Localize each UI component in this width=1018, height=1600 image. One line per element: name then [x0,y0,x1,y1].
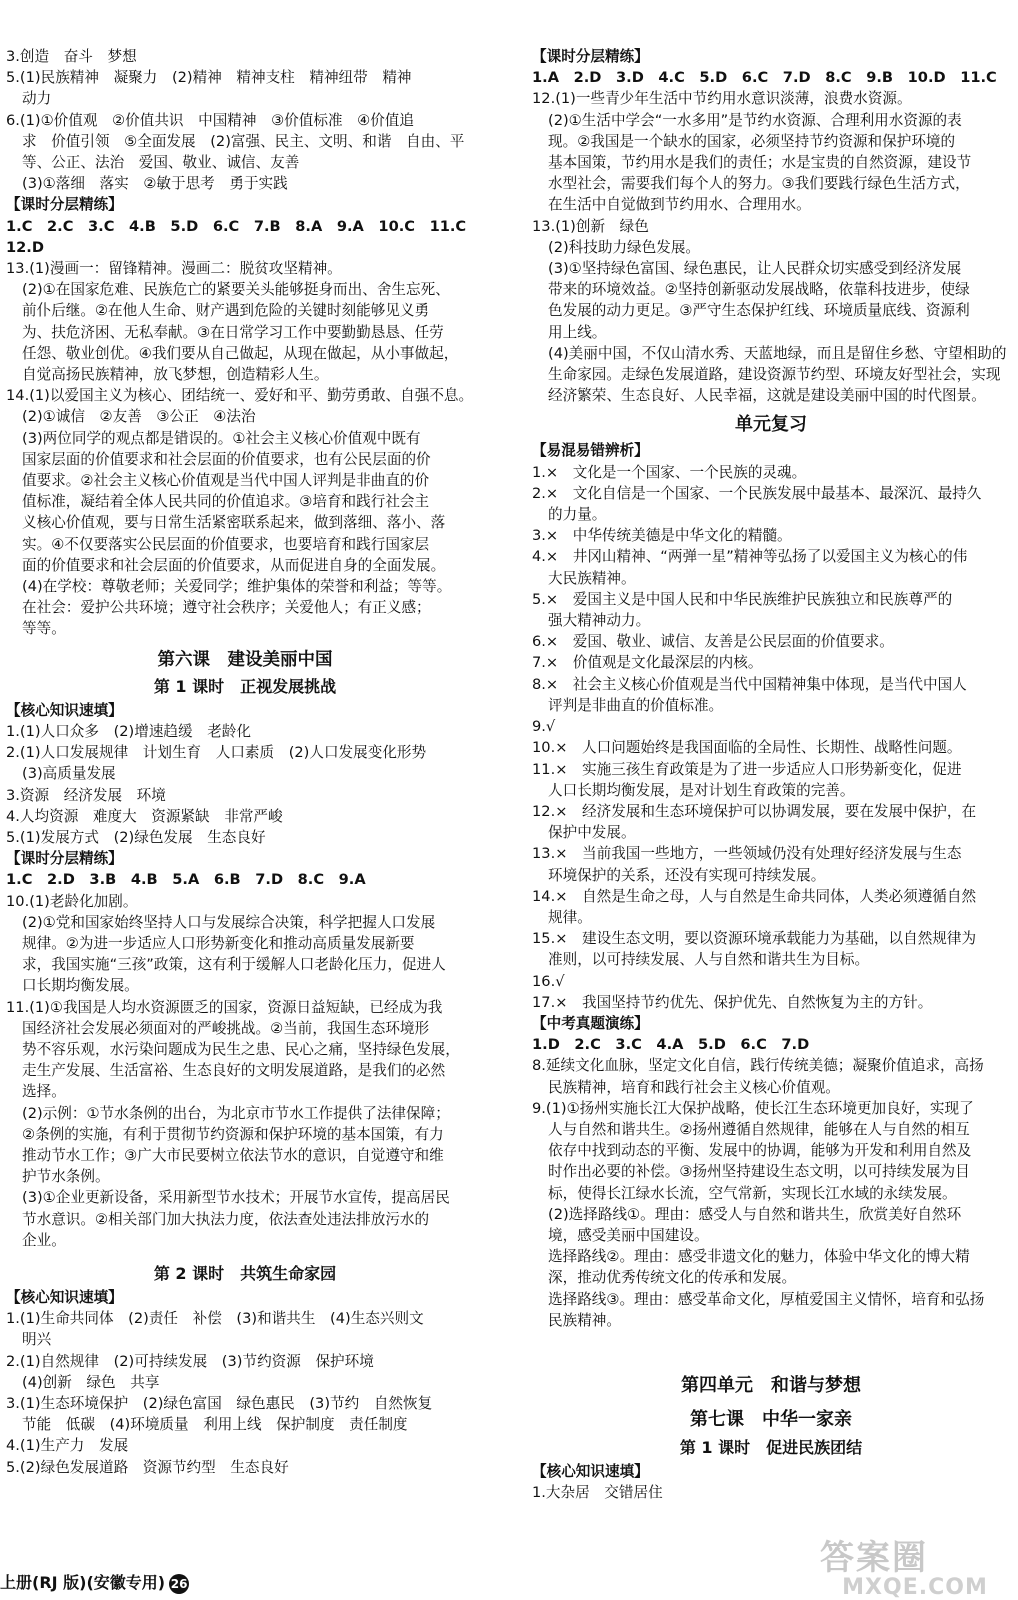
text-line: 12.(1)一些青少年生活中节约用水意识淡薄，浪费水资源。 [532,90,912,108]
text-line: 为、扶危济困、无私奉献。③在日常学习工作中要勤勤恳恳、任劳 [22,323,444,341]
text-line: 护节水条例。 [22,1168,110,1186]
section-label: 【课时分层精练】 [6,196,123,214]
text-line: 等等。 [22,620,66,638]
text-line: 节能 低碳 (4)环境质量 利用上线 保护制度 责任制度 [22,1416,408,1434]
section-label: 12.D [6,238,44,256]
spacer [532,1331,1010,1367]
text-line: 人口长期均衡发展，是对计划生育政策的完善。 [548,781,855,799]
text-line: 8.× 社会主义核心价值观是当代中国精神集中体现，是当代中国人 [532,675,967,693]
text-line: 人与自然和谐共生。②扬州遵循自然规律，能够在人与自然的相互 [548,1120,970,1138]
text-line: 时作出必要的补偿。③扬州坚持建设生态文明，以可持续发展为目 [548,1163,970,1181]
text-line: 用上线。 [548,323,607,341]
lesson-heading: 第四单元 和谐与梦想 [681,1374,861,1396]
text-line: 规律。 [548,908,592,926]
text-line: 境，感受美丽中国建设。 [548,1226,709,1244]
text-line: 走生产发展、生活富裕、生态良好的文明发展道路，是我们的必然 [22,1062,446,1080]
text-line: 12.× 经济发展和生态环境保护可以协调发展，要在发展中保护，在 [532,802,977,820]
text-line: (3)①落细 落实 ②敏于思考 勇于实践 [22,175,288,193]
section-label: 【课时分层精练】 [6,850,123,868]
text-line: 2.(1)人口发展规律 计划生育 人口素质 (2)人口发展变化形势 [6,744,427,762]
text-line: 4.人均资源 难度大 资源紧缺 非常严峻 [6,807,283,825]
text-line: 2.(1)自然规律 (2)可持续发展 (3)节约资源 保护环境 [6,1352,374,1370]
text-line: 3.资源 经济发展 环境 [6,786,166,804]
footer-edition: 上册(RJ 版)(安徽专用) [0,1573,166,1592]
text-line: 6.× 爱国、敬业、诚信、友善是公民层面的价值要求。 [532,633,894,651]
text-line: 规律。②为进一步适应人口形势新变化和推动高质量发展新要 [22,934,415,952]
text-line: 水型社会，需要我们每个人的努力。③我们要践行绿色生活方式， [548,175,970,193]
text-line: 1.(1)生命共同体 (2)责任 补偿 (3)和谐共生 (4)生态兴则文 [6,1310,424,1328]
text-line: 值要求。②社会主义核心价值观是当代中国人评判是非曲直的价 [22,472,430,490]
watermark-main: 答案圈 [820,1538,928,1578]
section-label: 【核心知识速填】 [6,701,123,719]
text-line: 6.(1)①价值观 ②价值共识 中国精神 ③价值标准 ④价值追 [6,111,414,129]
text-line: 1.大杂居 交错居住 [532,1484,663,1502]
lesson-heading: 第七课 中华一家亲 [690,1408,852,1430]
section-label: 1.D 2.C 3.C 4.A 5.D 6.C 7.D [532,1036,810,1054]
text-line: 动力 [22,90,52,108]
text-line: 9.(1)①扬州实施长江大保护战略，使长江生态环境更加良好，实现了 [532,1099,974,1117]
lesson-heading: 第六课 建设美丽中国 [157,649,333,670]
section-label: 1.C 2.D 3.B 4.B 5.A 6.B 7.D 8.C 9.A [6,871,366,889]
text-line: 实。④不仅要落实公民层面的价值要求，也要培育和践行国家层 [22,535,430,553]
text-line: (3)高质量发展 [22,765,116,783]
section-label: 【中考真题演练】 [532,1014,649,1032]
text-line: 在生活中自觉做到节约用水、合理用水。 [548,196,811,214]
text-line: 深，推动优秀传统文化的传承和发展。 [548,1269,797,1287]
text-line: 5.(1)民族精神 凝聚力 (2)精神 精神支柱 精神纽带 精神 [6,69,412,87]
text-line: 13.(1)创新 绿色 [532,217,649,235]
section-label: 1.C 2.C 3.C 4.B 5.D 6.C 7.B 8.A 9.A 10.C 11.C [6,217,467,235]
text-line: 保护中发展。 [548,824,636,842]
text-line: 推动节水工作；③广大市民要树立依法节水的意识，自觉遵守和维 [22,1146,444,1164]
text-line: 民族精神，培育和践行社会主义核心价值观。 [548,1078,840,1096]
text-line: (2)选择路线①。理由：感受人与自然和谐共生，欣赏美好自然环 [548,1205,962,1223]
text-line: 5.(1)发展方式 (2)绿色发展 生态良好 [6,828,266,846]
text-line: ②条例的实施，有利于贯彻节约资源和保护环境的基本国策，有力 [22,1125,444,1143]
text-line: 13.× 当前我国一些地方，一些领域仍没有处理好经济发展与生态 [532,845,962,863]
page-footer [0,1570,189,1594]
text-line: 11.× 实施三孩生育政策是为了进一步适应人口形势新变化，促进 [532,760,962,778]
text-line: 求 价值引领 ⑤全面发展 (2)富强、民主、文明、和谐 自由、平 [22,132,465,150]
text-line: 等、公正、法治 爱国、敬业、诚信、友善 [22,154,300,172]
text-line: 选择路线③。理由：感受革命文化，厚植爱国主义情怀，培育和弘扬 [548,1290,985,1308]
text-line: 5.(2)绿色发展道路 资源节约型 生态良好 [6,1458,289,1476]
text-line: 值标准，凝结着全体人民共同的价值追求。③培育和践行社会主 [22,493,430,511]
text-line: 基本国策，节约用水是我们的责任；水是宝贵的自然资源，建设节 [548,154,972,172]
text-line: 评判是非曲直的价值标准。 [548,696,724,714]
text-line: 节水意识。②相关部门加大执法力度，依法查处违法排放污水的 [22,1210,430,1228]
left-column [6,46,484,1478]
text-line: 义核心价值观，要与日常生活紧密联系起来，做到落细、落小、落 [22,514,446,532]
text-line: (2)示例：①节水条例的出台，为北京市节水工作提供了法律保障； [22,1104,450,1122]
text-line: 依存中找到动态的平衡、发展中的协调，能够为开发和利用自然及 [548,1142,972,1160]
section-label: 【核心知识速填】 [532,1462,649,1480]
text-line: 生命家园。走绿色发展道路，建设资源节约型、环境友好型社会，实现 [548,366,1001,384]
text-line: 1.(1)人口众多 (2)增速趋缓 老龄化 [6,722,251,740]
text-line: 环境保护的关系，还没有实现可持续发展。 [548,866,826,884]
text-line: 16.√ [532,972,565,990]
text-line: 10.(1)老龄化加剧。 [6,892,138,910]
text-line: 强大精神动力。 [548,612,651,630]
text-line: 3.× 中华传统美德是中华文化的精髓。 [532,527,792,545]
text-line: (3)两位同学的观点都是错误的。①社会主义核心价值观中既有 [22,429,421,447]
text-line: 民族精神。 [548,1311,621,1329]
text-line: 的力量。 [548,506,607,524]
text-line: 14.(1)以爱国主义为核心、团结统一、爱好和平、勤劳勇敢、自强不息。 [6,387,474,405]
text-line: 企业。 [22,1231,66,1249]
text-line: (2)①党和国家始终坚持人口与发展综合决策，科学把握人口发展 [22,913,436,931]
lesson-heading: 第 1 课时 正视发展挑战 [153,676,337,696]
text-line: 前仆后继。②在他人生命、财产遇到危险的关键时刻能够见义勇 [22,302,430,320]
text-line: (2)①生活中学会“一水多用”是节约水资源、合理利用水资源的表 [548,111,962,129]
text-line: 色发展的动力更足。③严守生态保护红线、环境质量底线、资源利 [548,302,970,320]
text-line: 大民族精神。 [548,569,636,587]
text-line: 势不容乐观，水污染问题成为民生之患、民心之痛，坚持绿色发展， [22,1040,460,1058]
section-label: 【易混易错辨析】 [532,442,649,460]
text-line: 5.× 爱国主义是中国人民和中华民族维护民族独立和民族尊严的 [532,590,953,608]
text-line: 3.(1)生态环境保护 (2)绿色富国 绿色惠民 (3)节约 自然恢复 [6,1394,433,1412]
section-label: 1.A 2.D 3.D 4.C 5.D 6.C 7.D 8.C 9.B 10.D 11.C [532,69,997,87]
text-line: 口长期均衡发展。 [22,977,139,995]
right-column [532,46,1010,1503]
text-line: 选择路线②。理由：感受非遗文化的魅力，体验中华文化的博大精 [548,1248,970,1266]
text-line: 经济繁荣、生态良好、人民幸福，这就是建设美丽中国的时代图景。 [548,387,986,405]
text-line: 8.延续文化血脉，坚定文化自信，践行传统美德；凝聚价值追求，高扬 [532,1057,984,1075]
text-line: 11.(1)①我国是人均水资源匮乏的国家，资源日益短缺，已经成为我 [6,998,443,1016]
text-line: (3)①坚持绿色富国、绿色惠民，让人民群众切实感受到经济发展 [548,260,962,278]
text-line: 10.× 人口问题始终是我国面临的全局性、长期性、战略性问题。 [532,739,962,757]
text-line: 国家层面的价值要求和社会层面的价值要求，也有公民层面的价 [22,450,431,468]
text-line: 1.× 文化是一个国家、一个民族的灵魂。 [532,463,807,481]
text-line: 13.(1)漫画一：留锋精神。漫画二：脱贫攻坚精神。 [6,260,342,278]
text-line: 面的价值要求和社会层面的价值要求，从而促进自身的全面发展。 [22,556,446,574]
text-line: (3)①企业更新设备，采用新型节水技术；开展节水宣传，提高居民 [22,1189,450,1207]
text-line: 7.× 价值观是文化最深层的内核。 [532,654,763,672]
lesson-heading: 第 1 课时 促进民族团结 [679,1437,863,1457]
text-line: 任怨、敬业创优。④我们要从自己做起，从现在做起，从小事做起， [22,344,459,362]
text-line: 明兴 [22,1331,52,1349]
section-label: 【核心知识速填】 [6,1288,123,1306]
text-line: 17.× 我国坚持节约优先、保护优先、自然恢复为主的方针。 [532,993,933,1011]
text-line: 4.× 井冈山精神、“两弹一星”精神等弘扬了以爱国主义为核心的伟 [532,548,968,566]
text-line: 9.√ [532,718,556,736]
text-line: (2)①诚信 ②友善 ③公正 ④法治 [22,408,256,426]
text-line: 准则，以可持续发展、人与自然和谐共生为目标。 [548,951,870,969]
text-line: 现。②我国是一个缺水的国家，必须坚持节约资源和保护环境的 [548,132,956,150]
text-line: 标，使得长江绿水长流，空气常新，实现长江水域的永续发展。 [548,1184,957,1202]
lesson-heading: 单元复习 [735,414,807,436]
text-line: 14.× 自然是生命之母，人与自然是生命共同体，人类必须遵循自然 [532,887,977,905]
text-line: 带来的环境效益。②坚持创新驱动发展战略，依靠科技进步，使绿 [548,281,970,299]
section-label: 【课时分层精练】 [532,48,649,65]
text-line: 在社会：爱护公共环境；遵守社会秩序；关爱他人；有正义感； [22,599,431,617]
text-line: 选择。 [22,1083,66,1101]
watermark-url: MXQE.COM [842,1575,988,1600]
text-line: (4)在学校：尊敬老师；关爱同学；维护集体的荣誉和利益；等等。 [22,578,452,596]
text-line: 2.× 文化自信是一个国家、一个民族发展中最基本、最深沉、最持久 [532,484,982,502]
text-line: 自觉高扬民族精神，放飞梦想，创造精彩人生。 [22,366,329,384]
watermark-logo [820,1530,1010,1600]
lesson-heading: 第 2 课时 共筑生命家园 [153,1263,337,1283]
text-line: 3.创造 奋斗 梦想 [6,48,137,65]
text-line: (2)科技助力绿色发展。 [548,238,701,256]
text-line: 国经济社会发展必须面对的严峻挑战。②当前，我国生态环境形 [22,1019,430,1037]
text-line: (4)创新 绿色 共享 [22,1373,160,1391]
text-line: (2)①在国家危难、民族危亡的紧要关头能够挺身而出、舍生忘死、 [22,281,450,299]
page-number: 26 [169,1574,189,1594]
text-line: 15.× 建设生态文明，要以资源环境承载能力为基础，以自然规律为 [532,930,977,948]
text-line: 求，我国实施“三孩”政策，这有利于缓解人口老龄化压力，促进人 [22,956,446,974]
text-line: 4.(1)生产力 发展 [6,1437,129,1455]
text-line: (4)美丽中国，不仅山清水秀、天蓝地绿，而且是留住乡愁、守望相助的 [548,344,1007,362]
